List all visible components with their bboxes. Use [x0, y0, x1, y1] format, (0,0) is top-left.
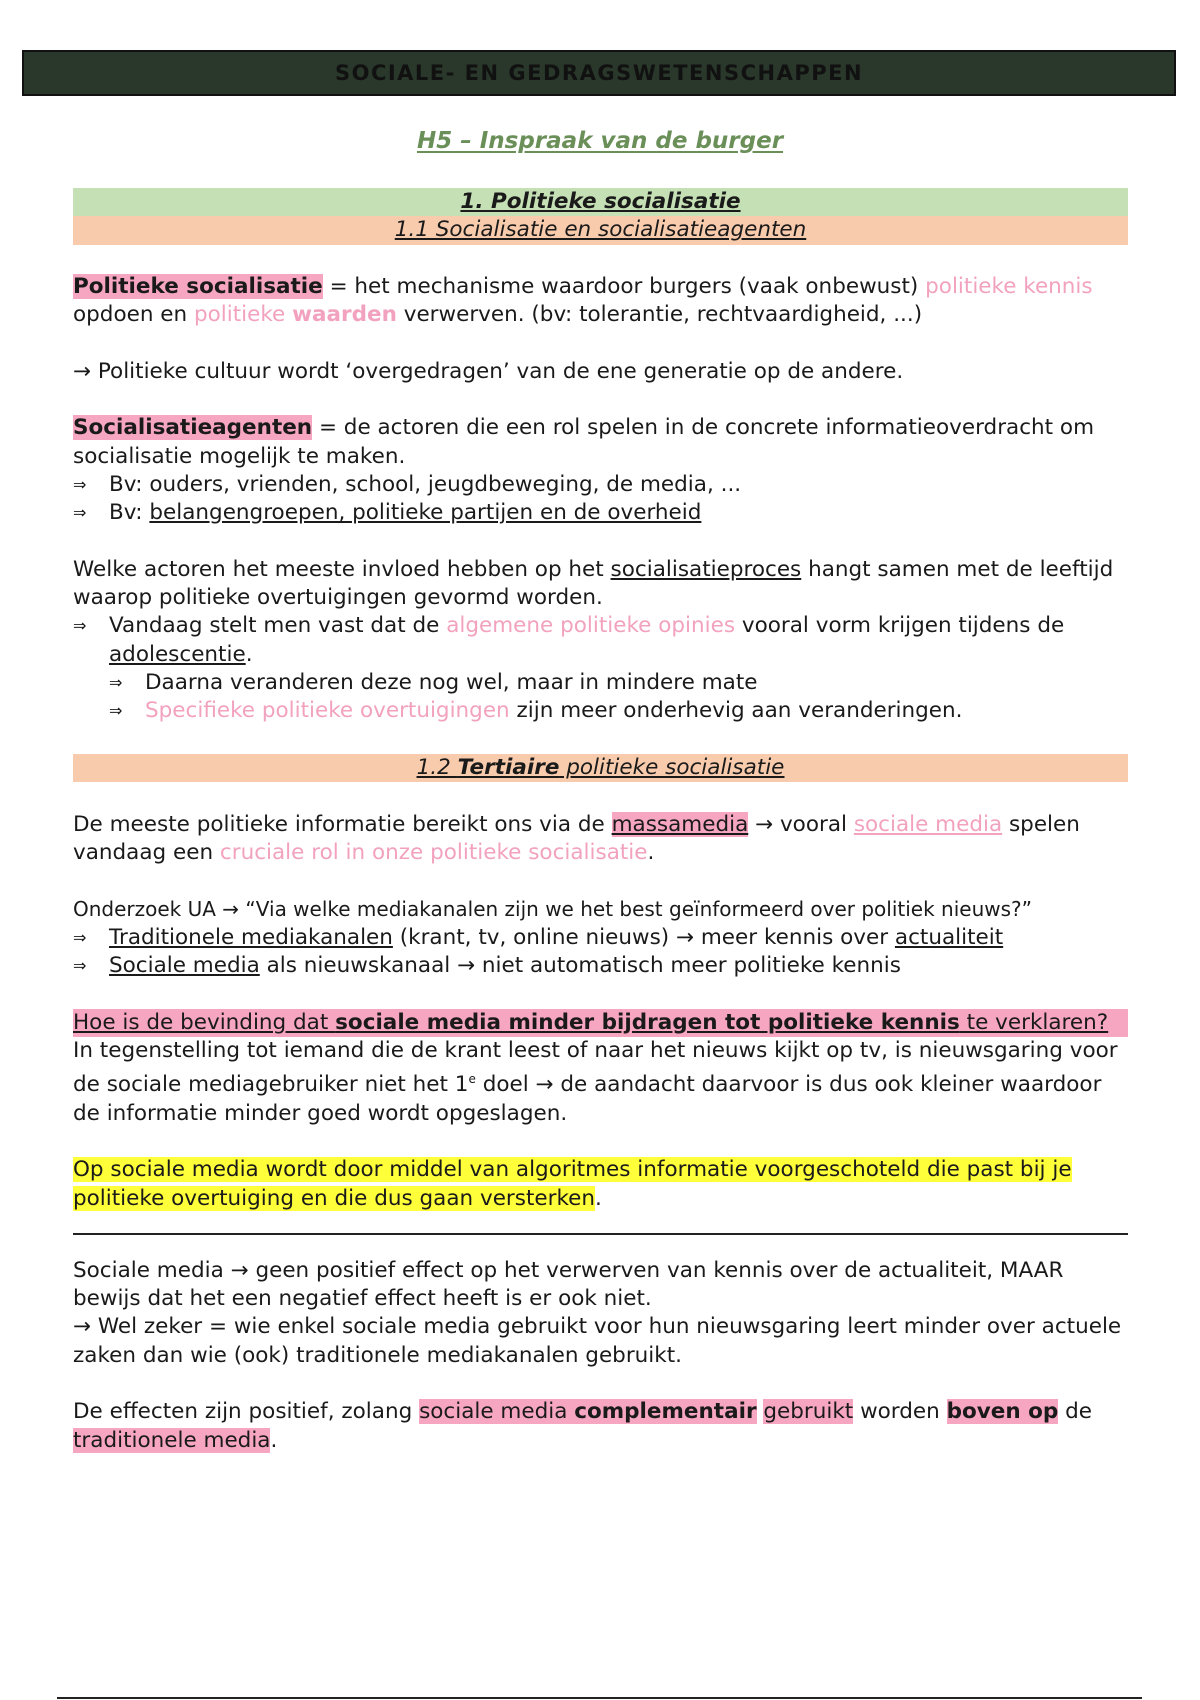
text: De meeste politieke informatie bereikt ons via de	[73, 811, 612, 837]
text: verwerven. (bv: tolerantie, rechtvaardigheid, ...)	[396, 302, 923, 328]
paragraph	[73, 1398, 1128, 1455]
underlined-text: belangengroepen, politieke partijen en de overheid	[149, 500, 702, 526]
footer-divider	[57, 1697, 1142, 1699]
list-item	[73, 471, 1128, 499]
term-highlight: Politieke socialisatie	[73, 273, 323, 299]
text: zijn meer onderhevig aan veranderingen.	[509, 698, 963, 724]
underlined-text: actualiteit	[894, 924, 1004, 950]
arrow-bullet-icon: ⇒	[73, 956, 87, 976]
text: Bv: ouders, vrienden, school, jeugdbeweging, de media, ...	[109, 471, 742, 497]
definition-paragraph	[73, 414, 1128, 471]
subsection-heading	[73, 216, 1128, 244]
text: 1.2	[416, 754, 458, 780]
subsection-title	[417, 755, 785, 780]
arrow-bullet-icon: ⇒	[73, 927, 87, 947]
paragraph	[73, 556, 1128, 613]
pink-text: cruciale rol in onze politieke socialisatie	[219, 839, 648, 865]
section-title: 1. Politieke socialisatie	[460, 189, 741, 214]
term-highlight: boven op	[946, 1399, 1059, 1425]
definition-paragraph	[73, 273, 1128, 330]
answer-paragraph	[73, 1037, 1128, 1128]
term-highlight: Socialisatieagenten	[73, 415, 313, 441]
list-item	[73, 612, 1128, 669]
text: doel → de aandacht daarvoor is dus ook kleiner waardoor de informatie minder goed wordt opgeslagen.	[73, 1072, 1102, 1126]
pink-text: politieke kennis	[925, 273, 1093, 299]
text: .	[647, 839, 655, 865]
text: Bv:	[109, 500, 150, 526]
superscript: e	[468, 1072, 476, 1087]
list-item	[73, 697, 1128, 725]
text: te verklaren?	[959, 1009, 1109, 1035]
pink-text: waarden	[292, 302, 397, 328]
underlined-text: Traditionele mediakanalen	[109, 924, 393, 950]
subsection-title: 1.1 Socialisatie en socialisatieagenten	[394, 217, 807, 243]
list-item	[73, 669, 1128, 697]
highlight-paragraph	[73, 1156, 1128, 1213]
text: sociale media minder bijdragen tot politieke kennis	[335, 1009, 960, 1035]
text: (krant, tv, online nieuws) → meer kennis over	[392, 924, 895, 950]
subsection-heading	[73, 754, 1128, 782]
text: spelen vandaag een	[73, 811, 1080, 865]
text: .	[245, 641, 253, 667]
text: hangt samen met de leeftijd waarop politieke overtuigingen gevormd worden.	[73, 556, 1114, 611]
term-highlight: gebruikt	[763, 1399, 854, 1425]
term-highlight: traditionele media	[73, 1427, 271, 1453]
underlined-text: socialisatieproces	[610, 556, 802, 582]
term-highlight: massamedia	[611, 811, 749, 837]
arrow-bullet-icon: ⇒	[73, 503, 87, 523]
text: .	[595, 1185, 602, 1211]
arrow-bullet-icon: ⇒	[73, 616, 87, 636]
text: Hoe is de bevinding dat	[73, 1009, 336, 1035]
arrow-bullet-icon: ⇒	[109, 673, 123, 693]
text: vooral vorm krijgen tijdens de	[735, 613, 1065, 639]
underlined-text: Sociale media	[109, 953, 260, 979]
text: In tegenstelling tot iemand die de krant leest of naar het nieuws kijkt op tv, is nieuwsgaring voor de sociale mediagebruiker niet het 1	[73, 1037, 1118, 1098]
text: worden	[853, 1399, 947, 1425]
pink-text: sociale media	[853, 811, 1003, 837]
term-highlight: sociale media	[419, 1399, 575, 1425]
page-banner	[22, 50, 1176, 96]
banner-title: SOCIALE- EN GEDRAGSWETENSCHAPPEN	[334, 61, 864, 85]
text: Vandaag stelt men vast dat de	[109, 613, 447, 639]
pink-text: Specifieke politieke overtuigingen	[145, 698, 510, 724]
text: .	[270, 1427, 278, 1453]
text: Welke actoren het meeste invloed hebben op het	[73, 556, 611, 582]
text: de	[1058, 1399, 1093, 1425]
list-item	[73, 924, 1128, 952]
section-heading	[73, 188, 1128, 216]
paragraph	[73, 811, 1128, 868]
list-item	[73, 499, 1128, 527]
question-block	[73, 1009, 1128, 1037]
text: = de actoren die een rol spelen in de concrete informatieoverdracht om socialisatie mogelijk te maken.	[73, 415, 1095, 469]
text: politieke socialisatie	[559, 754, 785, 780]
underlined-text: adolescentie	[109, 641, 246, 667]
paragraph: Onderzoek UA → “Via welke mediakanalen zijn we het best geïnformeerd over politiek nieuws?”	[73, 897, 1033, 922]
text: opdoen en	[73, 302, 194, 328]
document-body	[73, 188, 1128, 1455]
pink-text: algemene politieke opinies	[446, 613, 736, 639]
arrow-paragraph: → Politieke cultuur wordt ‘overgedragen’ van de ene generatie op de andere.	[73, 358, 904, 384]
paragraph: Sociale media → geen positief effect op het verwerven van kennis over de actualiteit, MAAR bewijs dat het een negatief effect heeft is er ook niet.	[73, 1257, 1064, 1312]
pink-text: politieke	[193, 302, 286, 328]
text: als nieuwskanaal → niet automatisch meer politieke kennis	[259, 953, 901, 979]
list-item	[73, 952, 1128, 980]
text: = het mechanisme waardoor burgers (vaak onbewust)	[322, 273, 919, 299]
text: Tertiaire	[457, 754, 560, 780]
term-highlight: complementair	[574, 1399, 757, 1425]
arrow-bullet-icon: ⇒	[73, 474, 87, 494]
chapter-title: H5 – Inspraak van de burger	[416, 128, 784, 154]
arrow-bullet-icon: ⇒	[109, 701, 123, 721]
text: → vooral	[748, 811, 854, 837]
paragraph: → Wel zeker = wie enkel sociale media gebruikt voor hun nieuwsgaring leert minder over actuele zaken dan wie (ook) traditionele mediakanalen gebruikt.	[73, 1314, 1122, 1368]
text: De effecten zijn positief, zolang	[73, 1399, 420, 1425]
text: Daarna veranderen deze nog wel, maar in mindere mate	[145, 670, 758, 696]
yellow-highlight: Op sociale media wordt door middel van algoritmes informatie voorgeschoteld die past bij je politieke overtuiging en die dus gaan versterken	[73, 1157, 1072, 1211]
